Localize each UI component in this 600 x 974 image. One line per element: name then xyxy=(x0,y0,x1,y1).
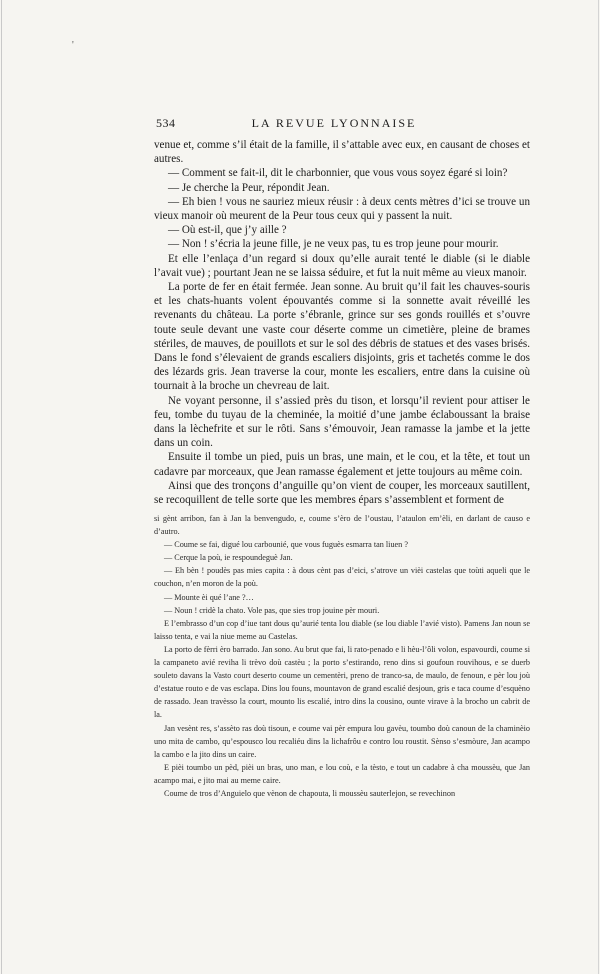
note-paragraph: — Coume se fai, digué lou carbounié, que vous fuguès esmarra tan liuen ? xyxy=(164,540,408,550)
page-number: 534 xyxy=(156,116,176,130)
note-paragraph: Jan vesènt res, s’assèto ras doù tisoun, e coume vai pèr empura lou gavèu, toumbo doù canoun de la chaminèio uno mita de cambo, qu’espousco lou recaliéu dins la lichafrôu e contro lou roustit. Sènso s’esmòure, Jan acampo la cambo e la jito dins un caire. xyxy=(154,723,530,759)
note-paragraph: — Cerque la poù, ie respoundeguè Jan. xyxy=(164,553,293,563)
left-scan-edge xyxy=(1,0,2,974)
note-paragraph: si gènt arribon, fan à Jan la benvengudo, e, coume s’èro de l’oustau, l’ataulon em’èli, en darlant de causo e d’autro. xyxy=(154,514,530,537)
provencal-text-block xyxy=(154,512,530,800)
paragraph: — Eh bien ! vous ne sauriez mieux réusir : à deux cents mètres d’ici se trouve un vieux manoir où meurent de la Peur tous ceux qui y passent la nuit. xyxy=(154,195,530,223)
paragraph: Ne voyant personne, il s’assied près du tison, et lorsqu’il revient pour attiser le feu, tombe du tuyau de la cheminée, la moitié d’une jambe éclaboussant la braise dans la lèchefrite et sur le rôti. Sans s’émouvoir, Jean ramasse la jambe et la jette dans un coin. xyxy=(154,394,530,450)
paragraph: — Je cherche la Peur, répondit Jean. xyxy=(168,181,330,194)
paragraph: — Où est-il, que j’y aille ? xyxy=(168,224,287,237)
note-paragraph: E pièi toumbo un pèd, pièi un bras, uno man, e lou coù, e la tèsto, e tout un cadabre à cha moussèu, que Jan acampo mai, e jito mai au meme caire. xyxy=(154,762,530,785)
paragraph: Ainsi que des tronçons d’anguille qu’on vient de couper, les morceaux sautillent, se recoquillent de telle sorte que les membres épars s’assemblent et forment de xyxy=(154,479,530,507)
paragraph: — Comment se fait-il, dit le charbonnier, que vous vous soyez égaré si loin? xyxy=(168,167,508,180)
note-paragraph: La porto de fèrri èro barrado. Jan sono. Au brut que fai, li rato-penado e li hèu-l’ôli volon, espavourdi, coume si la campaneto avié reviha li trèvo doù castèu ; la porto s’estirando, reno dins si goufoun rouvihous, e se duerb souleto davans la Vasto court deserto coume un cementèri, preno de tranco-sa, de maulo, de fenoun, e pèr lou joù d’estatue routo e de vas esclapa. Dins lou founs, mountavon de grand escalié desjoun, gris e taca coume d’esquèno de rassado. Jean travèsso la court, mounto lis escalié, intro dins la cousino, ounte virave à la brocho un cabrit de la. xyxy=(154,644,530,720)
note-paragraph: Coume de tros d’Anguielo que vènon de chapouta, li moussèu sauterlejon, se revechinon xyxy=(164,788,456,798)
right-scan-edge xyxy=(598,0,599,974)
main-text-block xyxy=(154,138,530,507)
note-paragraph: — Mounte èi qué l’ane ?… xyxy=(164,592,254,602)
paragraph: Et elle l’enlaça d’un regard si doux qu’elle aurait tenté le diable (si le diable l’avait vue) ; pourtant Jean ne se laissa séduire, et fut la nuit même au vieux manoir. xyxy=(154,252,530,279)
paragraph: Ensuite il tombe un pied, puis un bras, une main, et le cou, et la tête, et tout un cadavre par morceaux, que Jean ramasse également et jette toujours au même coin. xyxy=(154,451,530,478)
paragraph: La porte de fer en était fermée. Jean sonne. Au bruit qu’il fait les chauves-souris et les chats-huants volent épouvantés comme si la sonnette avait réveillé les revenants du château. La porte s’ébranle, grince sur ses gonds rouillés et s’ouvre toute seule devant une vaste cour déserte comme un cimetière, pleine de brames stériles, de mauves, de pouillots et sur le sol des débris de statues et des vases brisés. Dans le fond s’élevaient de grands escaliers disjoints, gris et tachetés comme le dos des lézards gris. Jean traverse la cour, monte les escaliers, entre dans la cuisine où tournait à la broche un chevreau de lait. xyxy=(154,281,530,393)
paragraph: venue et, comme s’il était de la famille, il s’attable avec eux, en causant de choses et autres. xyxy=(154,139,530,166)
running-title: LA REVUE LYONNAISE xyxy=(251,116,417,130)
paragraph: — Non ! s’écria la jeune fille, je ne veux pas, tu es trop jeune pour mourir. xyxy=(168,238,499,251)
note-paragraph: — Eh bèn ! poudès pas mies capita : à dous cènt pas d’eici, s’atrove un vièi castelas que toùti aqueli que le couchon, n’en moron de la poù. xyxy=(154,566,530,589)
margin-mark: ' xyxy=(72,40,74,51)
note-paragraph: E l’embrasso d’un cop d’iue tant dous qu’aurié tenta lou diable (se lou diable l’avié visto). Pamens Jan noun se laisso tenta, e vai la niue meme au Castelas. xyxy=(154,618,530,641)
page-header xyxy=(138,116,530,132)
note-paragraph: — Noun ! cridè la chato. Vole pas, que sies trop jouine pèr mouri. xyxy=(164,605,380,615)
